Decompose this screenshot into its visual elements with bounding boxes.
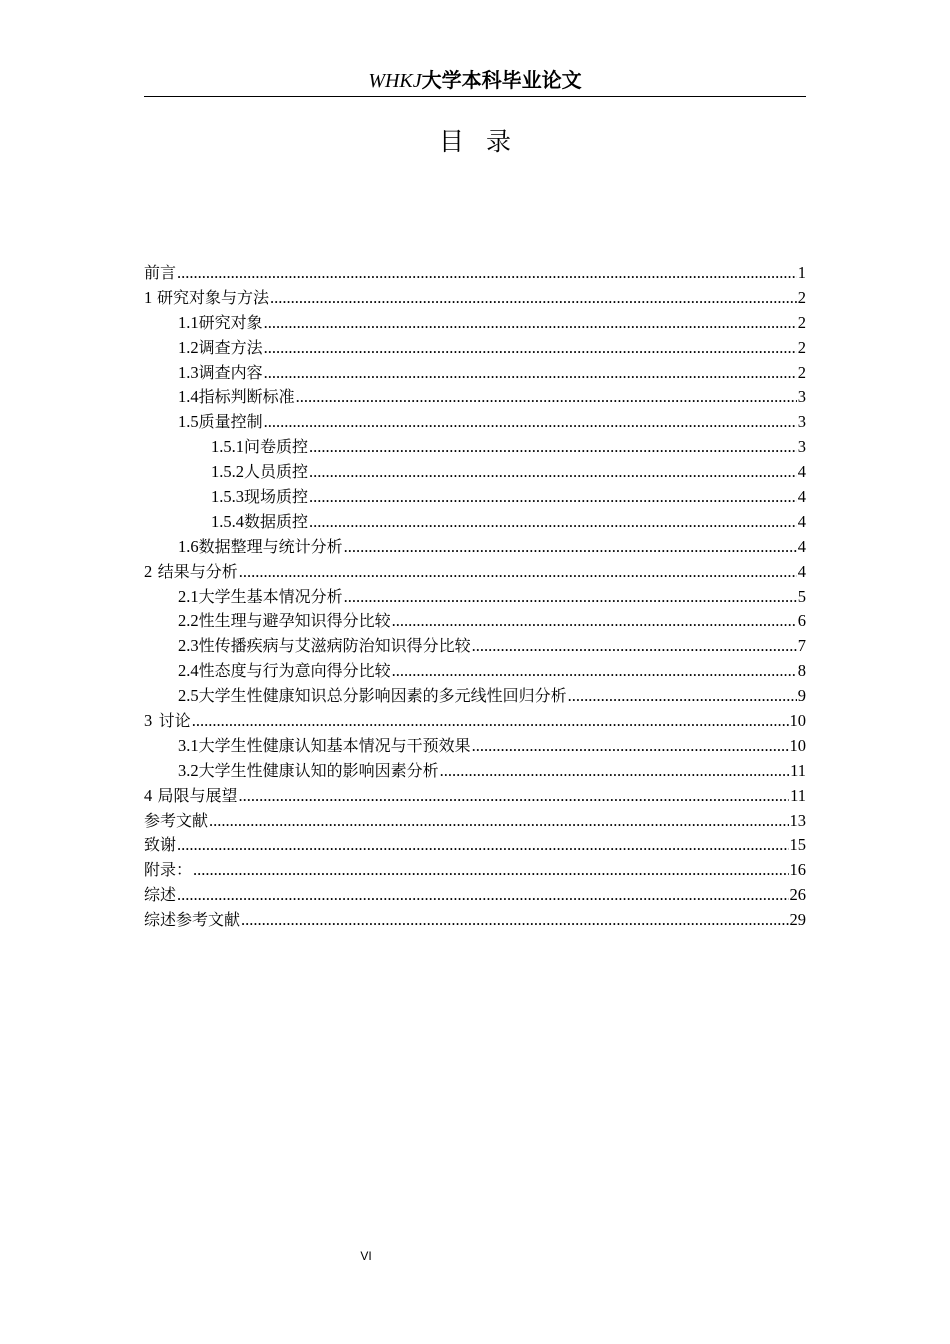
toc-entry[interactable] xyxy=(144,809,806,834)
table-of-contents xyxy=(144,261,806,933)
toc-entry-label: 参考文献 xyxy=(144,810,209,830)
toc-entry-label: 问卷质控 xyxy=(244,437,309,457)
toc-entry-page: 16 xyxy=(789,860,806,880)
toc-entry-number: 1 xyxy=(144,287,153,307)
toc-entry-label: 性生理与避孕知识得分比较 xyxy=(198,611,391,631)
toc-dot-leader xyxy=(241,908,788,933)
toc-dot-leader xyxy=(344,585,797,610)
toc-entry-number: 1.6 xyxy=(178,536,199,556)
toc-entry-page: 13 xyxy=(789,810,806,830)
toc-dot-leader xyxy=(264,336,797,361)
toc-entry[interactable] xyxy=(144,609,806,634)
toc-entry[interactable] xyxy=(144,410,806,435)
toc-entry-label: 数据质控 xyxy=(244,511,309,531)
toc-entry-page: 2 xyxy=(797,337,806,357)
toc-entry-page: 10 xyxy=(789,735,806,755)
toc-entry-page: 2 xyxy=(797,287,806,307)
toc-dot-leader xyxy=(192,709,789,734)
toc-entry-number: 2 xyxy=(144,561,153,581)
toc-entry-page: 2 xyxy=(797,312,806,332)
toc-entry-page: 3 xyxy=(797,437,806,457)
toc-entry-number: 1.5 xyxy=(178,412,199,432)
toc-entry-page: 26 xyxy=(789,885,806,905)
toc-entry[interactable] xyxy=(144,535,806,560)
toc-entry-label: 研究对象与方法 xyxy=(156,287,269,307)
toc-entry-label: 大学生基本情况分析 xyxy=(198,586,343,606)
toc-entry-label: 人员质控 xyxy=(244,462,309,482)
toc-dot-leader xyxy=(472,734,789,759)
toc-entry[interactable] xyxy=(144,560,806,585)
toc-dot-leader xyxy=(264,311,797,336)
toc-dot-leader xyxy=(392,609,797,634)
toc-entry-number: 3.1 xyxy=(178,735,199,755)
toc-entry[interactable] xyxy=(144,759,806,784)
toc-entry-label: 附录： xyxy=(144,860,193,880)
toc-entry-label: 大学生性健康认知基本情况与干预效果 xyxy=(198,735,471,755)
toc-entry-number: 2.1 xyxy=(178,586,199,606)
toc-entry-number: 3 xyxy=(144,711,153,731)
toc-entry-page: 3 xyxy=(797,412,806,432)
toc-entry-label: 性态度与行为意向得分比较 xyxy=(198,661,391,681)
toc-entry-label: 综述 xyxy=(144,885,177,905)
toc-entry[interactable] xyxy=(144,261,806,286)
toc-entry[interactable] xyxy=(144,659,806,684)
toc-dot-leader xyxy=(177,883,788,908)
toc-entry-label: 讨论 xyxy=(158,711,191,731)
header-rule xyxy=(144,96,806,97)
toc-dot-leader xyxy=(568,684,797,709)
toc-entry-number: 4 xyxy=(144,785,153,805)
toc-dot-leader xyxy=(264,361,797,386)
toc-entry-page: 15 xyxy=(789,835,806,855)
toc-dot-leader xyxy=(309,485,797,510)
toc-entry-label: 结果与分析 xyxy=(157,561,238,581)
toc-entry-label: 性传播疾病与艾滋病防治知识得分比较 xyxy=(198,636,471,656)
toc-entry[interactable] xyxy=(144,833,806,858)
toc-entry-page: 4 xyxy=(797,462,806,482)
toc-entry[interactable] xyxy=(144,286,806,311)
toc-dot-leader xyxy=(309,460,797,485)
toc-entry-page: 4 xyxy=(797,487,806,507)
toc-entry-label: 前言 xyxy=(144,263,177,282)
toc-dot-leader xyxy=(193,858,788,883)
toc-entry-page: 7 xyxy=(797,636,806,656)
toc-dot-leader xyxy=(440,759,789,784)
toc-entry[interactable] xyxy=(144,385,806,410)
toc-entry[interactable] xyxy=(144,311,806,336)
toc-dot-leader xyxy=(296,385,797,410)
toc-entry-number: 1.1 xyxy=(178,312,199,332)
toc-entry-label: 数据整理与统计分析 xyxy=(198,536,343,556)
toc-entry-label: 现场质控 xyxy=(244,487,309,507)
footer-page-number: VI xyxy=(360,1249,372,1263)
toc-entry-number: 2.4 xyxy=(178,661,199,681)
toc-entry-page: 5 xyxy=(797,586,806,606)
toc-entry-page: 11 xyxy=(790,785,806,805)
toc-dot-leader xyxy=(177,261,797,286)
toc-dot-leader xyxy=(239,560,797,585)
toc-entry[interactable] xyxy=(144,908,806,933)
toc-entry[interactable] xyxy=(144,361,806,386)
toc-entry-number: 1.3 xyxy=(178,362,199,382)
toc-entry-page: 1 xyxy=(797,263,806,282)
toc-entry-label: 综述参考文献 xyxy=(144,910,241,930)
toc-entry-page: 2 xyxy=(797,362,806,382)
toc-entry[interactable] xyxy=(144,485,806,510)
toc-entry-number: 1.5.4 xyxy=(211,511,244,531)
toc-entry-number: 1.5.3 xyxy=(211,487,244,507)
toc-entry-page: 3 xyxy=(797,387,806,407)
toc-entry[interactable] xyxy=(144,634,806,659)
toc-entry-label: 研究对象 xyxy=(198,312,263,332)
toc-entry-label: 大学生性健康认知的影响因素分析 xyxy=(198,760,439,780)
toc-entry[interactable] xyxy=(144,336,806,361)
toc-entry[interactable] xyxy=(144,684,806,709)
toc-entry-label: 致谢 xyxy=(144,835,177,855)
toc-entry-page: 29 xyxy=(789,910,806,930)
toc-entry[interactable] xyxy=(144,734,806,759)
toc-entry-number: 1.5.1 xyxy=(211,437,244,457)
toc-entry[interactable] xyxy=(144,709,806,734)
toc-dot-leader xyxy=(309,510,797,535)
toc-dot-leader xyxy=(392,659,797,684)
toc-entry-page: 10 xyxy=(789,711,806,731)
toc-entry-label: 调查方法 xyxy=(198,337,263,357)
toc-dot-leader xyxy=(270,286,797,311)
toc-dot-leader xyxy=(264,410,797,435)
toc-entry-number: 1.5.2 xyxy=(211,462,244,482)
header-latin: WHKJ xyxy=(368,70,422,92)
toc-entry-page: 6 xyxy=(797,611,806,631)
toc-entry-number: 1.2 xyxy=(178,337,199,357)
toc-entry[interactable] xyxy=(144,883,806,908)
toc-entry[interactable] xyxy=(144,460,806,485)
toc-entry-page: 11 xyxy=(790,760,806,780)
toc-entry-page: 4 xyxy=(797,561,806,581)
toc-entry-label: 大学生性健康知识总分影响因素的多元线性回归分析 xyxy=(198,686,567,706)
toc-entry-label: 质量控制 xyxy=(198,412,263,432)
toc-entry-page: 4 xyxy=(797,511,806,531)
toc-dot-leader xyxy=(239,784,790,809)
toc-dot-leader xyxy=(472,634,797,659)
running-header xyxy=(144,66,806,94)
toc-entry-page: 8 xyxy=(797,661,806,681)
toc-entry-number: 3.2 xyxy=(178,760,199,780)
toc-entry-number: 1.4 xyxy=(178,387,199,407)
toc-entry-page: 9 xyxy=(797,686,806,706)
toc-dot-leader xyxy=(177,833,788,858)
toc-dot-leader xyxy=(309,435,797,460)
toc-entry-page: 4 xyxy=(797,536,806,556)
toc-entry-label: 指标判断标准 xyxy=(198,387,295,407)
header-title: 大学本科毕业论文 xyxy=(421,68,582,92)
toc-entry-label: 局限与展望 xyxy=(157,785,238,805)
toc-title: 目录 xyxy=(438,127,533,156)
toc-dot-leader xyxy=(209,809,788,834)
toc-entry-number: 2.3 xyxy=(178,636,199,656)
toc-entry-number: 2.2 xyxy=(178,611,199,631)
toc-dot-leader xyxy=(344,535,797,560)
toc-entry-label: 调查内容 xyxy=(198,362,263,382)
toc-entry-number: 2.5 xyxy=(178,686,199,706)
toc-entry[interactable] xyxy=(144,435,806,460)
toc-entry[interactable] xyxy=(144,585,806,610)
toc-entry[interactable] xyxy=(144,784,806,809)
toc-entry[interactable] xyxy=(144,510,806,535)
toc-entry[interactable] xyxy=(144,858,806,883)
